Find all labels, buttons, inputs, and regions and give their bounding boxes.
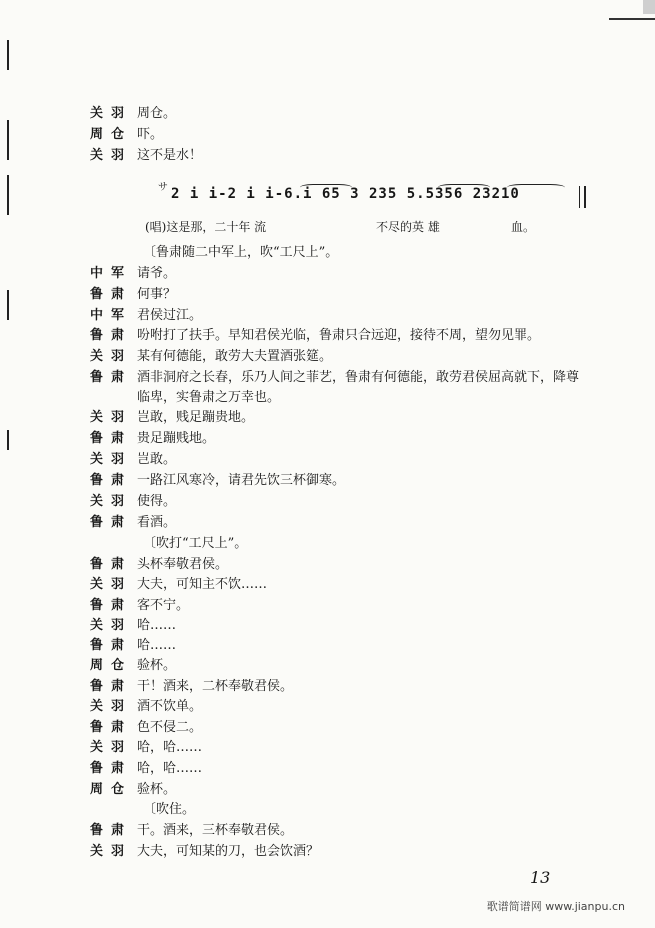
speech: 哈…… (137, 638, 177, 653)
tempo-mark: サ (158, 182, 169, 193)
dialogue-line (90, 408, 254, 428)
speaker: 鲁肃 (90, 287, 133, 302)
speaker: 关羽 (90, 577, 133, 592)
dialogue-line (90, 636, 176, 656)
speaker: 周仓 (90, 782, 133, 797)
page-number: 13 (530, 868, 551, 887)
dialogue-line (90, 513, 176, 533)
dialogue-line (90, 697, 202, 717)
speaker: 鲁肃 (90, 761, 133, 776)
speaker: 鲁肃 (90, 370, 133, 385)
speaker: 鲁肃 (90, 720, 133, 735)
dialogue-line (90, 759, 202, 779)
speech: 大夫，可知主不饮…… (137, 577, 268, 592)
speech: 哈，哈…… (137, 761, 203, 776)
dialogue-line (90, 677, 293, 697)
speaker: 鲁肃 (90, 679, 133, 694)
notes: 2 i i-2 i i-6.i 65 3 235 5.5356 23210 (171, 186, 520, 202)
speech: 客不宁。 (137, 598, 190, 613)
speaker: 鲁肃 (90, 638, 133, 653)
speech: 使得。 (137, 494, 177, 509)
speaker: 关羽 (90, 106, 133, 121)
speaker: 关羽 (90, 740, 133, 755)
speaker: 关羽 (90, 494, 133, 509)
speech: 哈…… (137, 618, 177, 633)
speaker: 周仓 (90, 127, 133, 142)
speech: 岂敢。 (137, 452, 177, 467)
dialogue-line (90, 492, 176, 512)
lyric: (唱)这是那，二十年 流 (145, 220, 267, 234)
stage-direction: 〔鲁肃随二中军上，吹“工尺上”。 (143, 245, 339, 260)
margin-rule (7, 430, 9, 450)
speech: 哈，哈…… (137, 740, 203, 755)
speech: 验杯。 (137, 658, 177, 673)
dialogue-line (90, 616, 176, 636)
margin-rule (7, 290, 9, 320)
speaker: 关羽 (90, 618, 133, 633)
end-barline (579, 186, 586, 208)
dialogue-line (90, 575, 267, 595)
slur (507, 184, 565, 191)
speech: 何事？ (137, 287, 177, 302)
dialogue-line (90, 821, 293, 841)
speech: 君侯过江。 (137, 308, 203, 323)
margin-rule (7, 40, 9, 70)
dialogue-line (90, 555, 228, 575)
speech: 干。酒来，三杯奉敬君侯。 (137, 823, 294, 838)
speaker: 周仓 (90, 658, 133, 673)
speaker: 鲁肃 (90, 598, 133, 613)
speaker: 关羽 (90, 452, 133, 467)
stage-direction: 〔吹住。 (143, 802, 196, 817)
speech: 一路江风寒冷，请君先饮三杯御寒。 (137, 473, 346, 488)
dialogue-line (90, 780, 176, 800)
dialogue-line (90, 264, 176, 284)
speech: 这不是水！ (137, 148, 203, 163)
lyric: 不尽的英 雄 (376, 220, 440, 234)
speaker: 关羽 (90, 148, 133, 163)
speaker: 鲁肃 (90, 431, 133, 446)
corner-mark (643, 0, 655, 14)
lyric: 血。 (511, 220, 536, 234)
speech: 看酒。 (137, 515, 177, 530)
slur (438, 184, 490, 191)
speech: 吓。 (137, 127, 164, 142)
speaker: 关羽 (90, 410, 133, 425)
speaker: 鲁肃 (90, 557, 133, 572)
dialogue-line (90, 656, 176, 676)
speaker: 关羽 (90, 349, 133, 364)
dialogue-line (90, 125, 163, 145)
dialogue-line (90, 104, 176, 124)
dialogue-line (90, 146, 202, 166)
speaker: 中军 (90, 266, 133, 281)
speaker: 关羽 (90, 844, 133, 859)
speaker: 中军 (90, 308, 133, 323)
speech: 岂敢，贱足蹦贵地。 (137, 410, 255, 425)
dialogue-line (90, 738, 202, 758)
speech: 吩咐打了扶手。早知君侯光临，鲁肃只合远迎，接待不周，望勿见罪。 (137, 328, 541, 343)
speech: 酒不饮单。 (137, 699, 203, 714)
dialogue-line (90, 347, 332, 367)
speech: 验杯。 (137, 782, 177, 797)
speech: 色不侵二。 (137, 720, 203, 735)
dialogue-line (90, 429, 215, 449)
speaker: 鲁肃 (90, 328, 133, 343)
watermark: 歌谱简谱网 www.jianpu.cn (486, 900, 625, 913)
speech: 干！酒来，二杯奉敬君侯。 (137, 679, 294, 694)
speaker: 关羽 (90, 699, 133, 714)
dialogue-line (90, 306, 202, 326)
speech: 请爷。 (137, 266, 177, 281)
speech: 头杯奉敬君侯。 (137, 557, 229, 572)
speech: 周仓。 (137, 106, 177, 121)
dialogue-line (90, 471, 345, 491)
dialogue-line (90, 596, 189, 616)
dialogue-line (90, 368, 579, 388)
stage-direction: 〔吹打“工尺上”。 (143, 536, 248, 551)
speaker: 鲁肃 (90, 823, 133, 838)
dialogue-line (90, 842, 319, 862)
slur (300, 184, 352, 191)
speech-continuation: 临卑，实鲁肃之万幸也。 (137, 390, 281, 405)
dialogue-line (90, 285, 176, 305)
speech: 大夫，可知某的刀，也会饮酒？ (137, 844, 320, 859)
speech: 酒非洞府之长春，乐乃人间之菲艺，鲁肃有何德能，敢劳君侯屈高就下，降尊 (137, 370, 580, 385)
dialogue-line (90, 718, 202, 738)
dialogue-line (90, 326, 540, 346)
speech: 贵足蹦贱地。 (137, 431, 216, 446)
margin-rule (7, 175, 9, 215)
speaker: 鲁肃 (90, 515, 133, 530)
margin-rule (7, 120, 9, 160)
dialogue-line (90, 450, 176, 470)
speaker: 鲁肃 (90, 473, 133, 488)
speech: 某有何德能，敢劳大夫置酒张筵。 (137, 349, 333, 364)
scan-mark (609, 18, 655, 20)
